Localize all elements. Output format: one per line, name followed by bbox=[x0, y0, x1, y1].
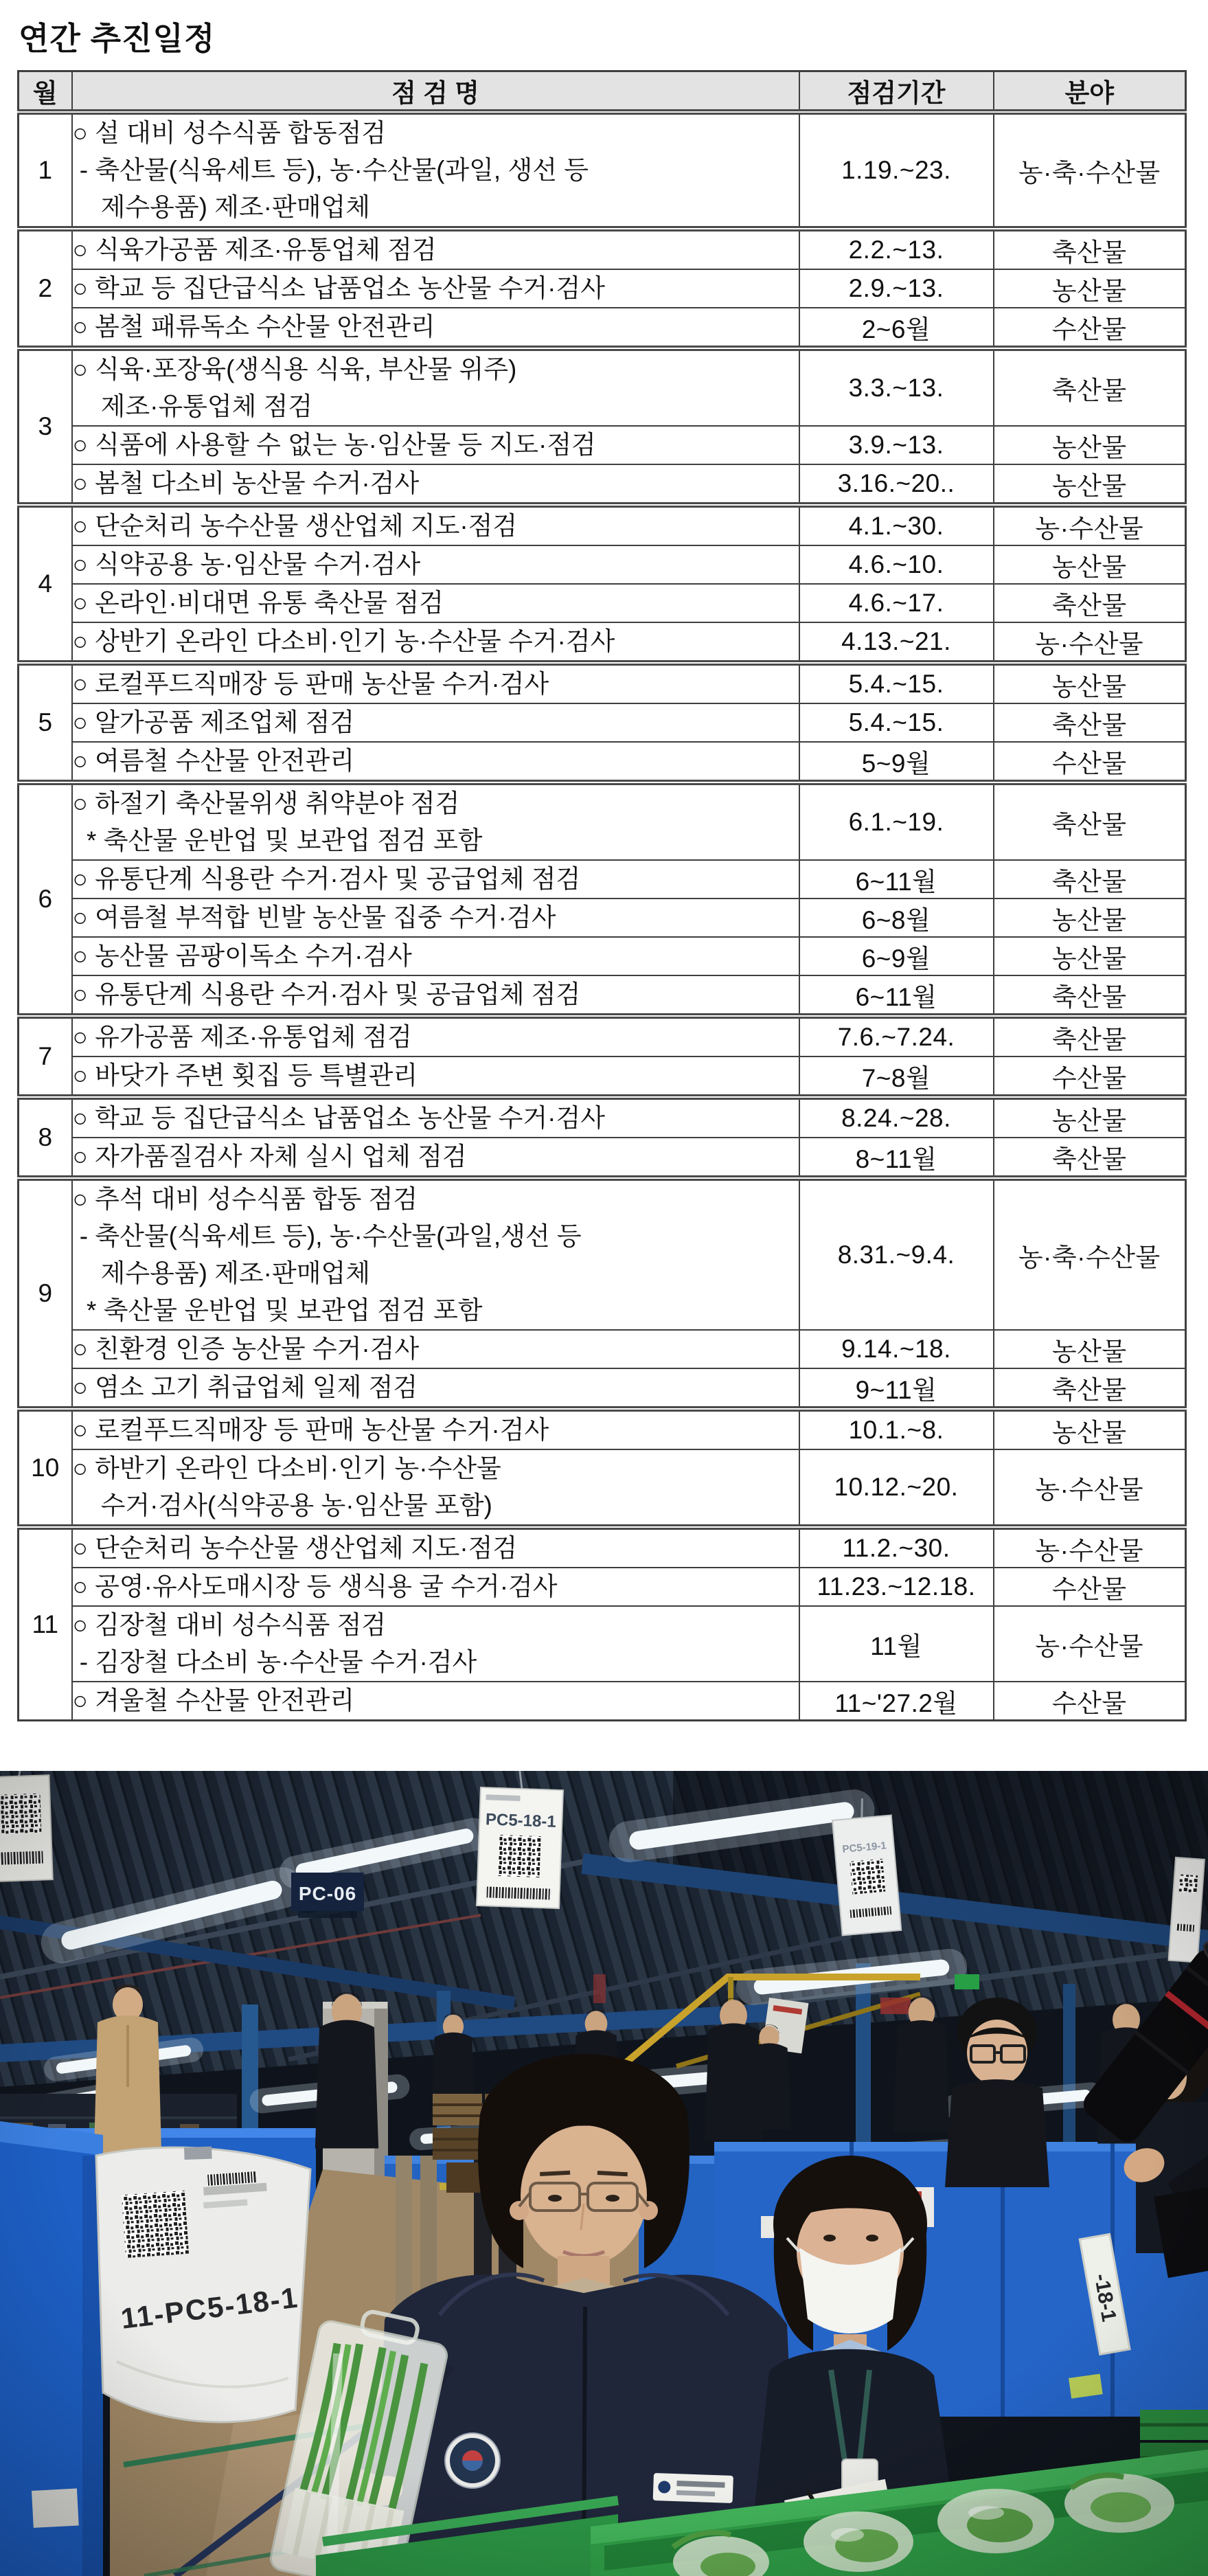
inspection-name-line: ○ 설 대비 성수식품 합동점검 bbox=[72, 119, 387, 147]
inspection-period-cell: 8.24.~28. bbox=[799, 1097, 994, 1138]
inspection-name-cell bbox=[72, 229, 799, 269]
inspection-period-cell: 5.4.~15. bbox=[799, 703, 994, 742]
inspection-name-line: ○ 알가공품 제조업체 점검 bbox=[72, 708, 355, 736]
inspection-name-line: ○ 겨울철 수산물 안전관리 bbox=[72, 1686, 355, 1715]
inspection-field-cell: 농산물 bbox=[994, 464, 1186, 505]
inspection-name-line: ○ 봄철 다소비 농산물 수거·검사 bbox=[72, 469, 420, 497]
schedule-row bbox=[19, 1527, 1186, 1568]
month-cell: 3 bbox=[19, 348, 72, 505]
inspection-field-cell: 축산물 bbox=[994, 860, 1186, 899]
inspection-field-cell: 축산물 bbox=[994, 1016, 1186, 1057]
inspection-name-cell bbox=[72, 937, 799, 975]
month-group-10 bbox=[19, 1409, 1186, 1527]
month-group-2 bbox=[19, 229, 1186, 348]
month-group-7 bbox=[19, 1016, 1186, 1097]
inspection-field-cell: 축산물 bbox=[994, 584, 1186, 622]
inspection-field-cell: 농·축·수산물 bbox=[994, 112, 1186, 229]
inspection-period-cell: 11월 bbox=[799, 1606, 994, 1682]
schedule-row bbox=[19, 1409, 1186, 1449]
month-group-9 bbox=[19, 1178, 1186, 1409]
inspection-field-cell: 농산물 bbox=[994, 899, 1186, 937]
schedule-row bbox=[19, 937, 1186, 975]
inspection-name-cell bbox=[72, 584, 799, 622]
inspection-field-cell: 축산물 bbox=[994, 229, 1186, 269]
inspection-name-cell bbox=[72, 1606, 799, 1682]
inspection-name-line: ○ 로컬푸드직매장 등 판매 농산물 수거·검사 bbox=[72, 670, 549, 698]
inspection-name-cell bbox=[72, 1527, 799, 1568]
inspection-period-cell: 6~11월 bbox=[799, 860, 994, 899]
month-cell: 9 bbox=[19, 1178, 72, 1409]
inspection-name-line: ○ 친환경 인증 농산물 수거·검사 bbox=[72, 1335, 420, 1363]
inspection-photo bbox=[0, 1771, 1208, 2576]
inspection-name-cell bbox=[72, 663, 799, 703]
inspection-name-line: ○ 식약공용 농·임산물 수거·검사 bbox=[72, 550, 421, 578]
inspection-name-cell bbox=[72, 1568, 799, 1606]
month-cell: 6 bbox=[19, 782, 72, 1016]
inspection-name-line: - 김장철 다소비 농·수산물 수거·검사 bbox=[72, 1648, 477, 1676]
inspection-field-cell: 농산물 bbox=[994, 1097, 1186, 1138]
inspection-period-cell: 6~8월 bbox=[799, 899, 994, 937]
inspection-period-cell: 6~11월 bbox=[799, 975, 994, 1016]
inspection-photo-illustration bbox=[0, 1771, 1208, 2576]
inspection-name-cell bbox=[72, 112, 799, 229]
inspection-name-line: ○ 학교 등 집단급식소 납품업소 농산물 수거·검사 bbox=[72, 1104, 605, 1132]
column-header-1: 점 검 명 bbox=[72, 71, 799, 113]
inspection-name-line: ○ 상반기 온라인 다소비·인기 농·수산물 수거·검사 bbox=[72, 627, 615, 655]
inspection-name-cell bbox=[72, 860, 799, 899]
schedule-row bbox=[19, 426, 1186, 464]
inspection-name-line: - 축산물(식육세트 등), 농·수산물(과일,생선 등 bbox=[72, 1222, 582, 1250]
inspection-name-line: ○ 식품에 사용할 수 없는 농·임산물 등 지도·점검 bbox=[72, 431, 596, 459]
schedule-row bbox=[19, 1330, 1186, 1368]
inspection-period-cell: 10.12.~20. bbox=[799, 1449, 994, 1527]
month-group-4 bbox=[19, 505, 1186, 663]
inspection-name-cell bbox=[72, 464, 799, 505]
inspection-name-line: 제수용품) 제조·판매업체 bbox=[72, 1259, 370, 1287]
inspection-period-cell: 4.13.~21. bbox=[799, 622, 994, 663]
inspection-name-cell bbox=[72, 426, 799, 464]
inspection-period-cell: 8~11월 bbox=[799, 1138, 994, 1178]
inspection-name-cell bbox=[72, 1016, 799, 1057]
month-cell: 4 bbox=[19, 505, 72, 663]
schedule-table bbox=[17, 70, 1187, 1721]
inspection-period-cell: 11~'27.2월 bbox=[799, 1682, 994, 1721]
inspection-period-cell: 6.1.~19. bbox=[799, 782, 994, 860]
inspection-period-cell: 10.1.~8. bbox=[799, 1409, 994, 1449]
inspection-period-cell: 4.1.~30. bbox=[799, 505, 994, 545]
inspection-name-line: ○ 단순처리 농수산물 생산업체 지도·점검 bbox=[72, 1534, 518, 1562]
inspection-name-cell bbox=[72, 348, 799, 426]
column-header-2: 점검기간 bbox=[799, 71, 994, 113]
inspection-name-cell bbox=[72, 1138, 799, 1178]
inspection-field-cell: 농산물 bbox=[994, 269, 1186, 308]
inspection-name-cell bbox=[72, 1057, 799, 1097]
schedule-row bbox=[19, 1016, 1186, 1057]
schedule-row bbox=[19, 348, 1186, 426]
inspection-name-line: ○ 추석 대비 성수식품 합동 점검 bbox=[72, 1185, 418, 1213]
schedule-row bbox=[19, 308, 1186, 348]
schedule-row bbox=[19, 1449, 1186, 1527]
inspection-period-cell: 6~9월 bbox=[799, 937, 994, 975]
inspection-name-line: 수거·검사(식약공용 농·임산물 포함) bbox=[72, 1491, 492, 1519]
column-header-0: 월 bbox=[19, 71, 72, 113]
inspection-period-cell: 7.6.~7.24. bbox=[799, 1016, 994, 1057]
inspection-field-cell: 농·축·수산물 bbox=[994, 1178, 1186, 1330]
schedule-row bbox=[19, 1138, 1186, 1178]
month-cell: 11 bbox=[19, 1527, 72, 1721]
photo-vignette bbox=[0, 1771, 1208, 2576]
inspection-name-line: ○ 유통단계 식용란 수거·검사 및 공급업체 점검 bbox=[72, 865, 581, 893]
inspection-name-line: ○ 공영·유사도매시장 등 생식용 굴 수거·검사 bbox=[72, 1572, 558, 1601]
month-cell: 10 bbox=[19, 1409, 72, 1527]
schedule-row bbox=[19, 584, 1186, 622]
inspection-period-cell: 8.31.~9.4. bbox=[799, 1178, 994, 1330]
inspection-field-cell: 축산물 bbox=[994, 348, 1186, 426]
inspection-period-cell: 11.2.~30. bbox=[799, 1527, 994, 1568]
schedule-row bbox=[19, 545, 1186, 584]
inspection-period-cell: 2.9.~13. bbox=[799, 269, 994, 308]
inspection-field-cell: 수산물 bbox=[994, 308, 1186, 348]
schedule-row bbox=[19, 505, 1186, 545]
inspection-name-line: * 축산물 운반업 및 보관업 점검 포함 bbox=[72, 826, 483, 855]
inspection-period-cell: 3.9.~13. bbox=[799, 426, 994, 464]
schedule-row bbox=[19, 464, 1186, 505]
inspection-name-cell bbox=[72, 1409, 799, 1449]
inspection-period-cell: 4.6.~10. bbox=[799, 545, 994, 584]
month-cell: 5 bbox=[19, 663, 72, 782]
inspection-name-cell bbox=[72, 1330, 799, 1368]
inspection-field-cell: 농·수산물 bbox=[994, 1449, 1186, 1527]
inspection-period-cell: 9.14.~18. bbox=[799, 1330, 994, 1368]
schedule-row bbox=[19, 229, 1186, 269]
schedule-row bbox=[19, 622, 1186, 663]
inspection-name-line: ○ 김장철 대비 성수식품 점검 bbox=[72, 1611, 387, 1639]
schedule-row bbox=[19, 975, 1186, 1016]
schedule-row bbox=[19, 112, 1186, 229]
inspection-field-cell: 농산물 bbox=[994, 937, 1186, 975]
inspection-name-line: ○ 자가품질검사 자체 실시 업체 점검 bbox=[72, 1142, 467, 1171]
inspection-name-line: 제조·유통업체 점검 bbox=[72, 392, 313, 420]
inspection-period-cell: 3.16.~20.. bbox=[799, 464, 994, 505]
page-title: 연간 추진일정 bbox=[19, 21, 216, 56]
inspection-name-cell bbox=[72, 1368, 799, 1409]
inspection-name-line: * 축산물 운반업 및 보관업 점검 포함 bbox=[72, 1296, 483, 1324]
inspection-field-cell: 축산물 bbox=[994, 1368, 1186, 1409]
inspection-name-line: ○ 바닷가 주변 횟집 등 특별관리 bbox=[72, 1061, 418, 1089]
inspection-field-cell: 농산물 bbox=[994, 663, 1186, 703]
inspection-name-cell bbox=[72, 1097, 799, 1138]
inspection-name-line: 제수용품) 제조·판매업체 bbox=[72, 193, 370, 221]
schedule-row bbox=[19, 1682, 1186, 1721]
inspection-period-cell: 11.23.~12.18. bbox=[799, 1568, 994, 1606]
inspection-field-cell: 농·수산물 bbox=[994, 1527, 1186, 1568]
schedule-row bbox=[19, 782, 1186, 860]
inspection-name-cell bbox=[72, 505, 799, 545]
inspection-period-cell: 2~6월 bbox=[799, 308, 994, 348]
inspection-field-cell: 수산물 bbox=[994, 1682, 1186, 1721]
inspection-name-line: ○ 염소 고기 취급업체 일제 점검 bbox=[72, 1373, 418, 1401]
month-cell: 2 bbox=[19, 229, 72, 348]
inspection-field-cell: 축산물 bbox=[994, 975, 1186, 1016]
inspection-period-cell: 1.19.~23. bbox=[799, 112, 994, 229]
inspection-field-cell: 농·수산물 bbox=[994, 1606, 1186, 1682]
inspection-name-cell bbox=[72, 742, 799, 782]
schedule-row bbox=[19, 1057, 1186, 1097]
inspection-name-cell bbox=[72, 545, 799, 584]
inspection-field-cell: 수산물 bbox=[994, 1057, 1186, 1097]
schedule-row bbox=[19, 703, 1186, 742]
inspection-name-cell bbox=[72, 308, 799, 348]
month-cell: 1 bbox=[19, 112, 72, 229]
inspection-name-line: ○ 로컬푸드직매장 등 판매 농산물 수거·검사 bbox=[72, 1416, 549, 1444]
inspection-period-cell: 5.4.~15. bbox=[799, 663, 994, 703]
month-cell: 8 bbox=[19, 1097, 72, 1178]
inspection-field-cell: 농산물 bbox=[994, 1409, 1186, 1449]
inspection-period-cell: 5~9월 bbox=[799, 742, 994, 782]
inspection-name-line: ○ 여름철 수산물 안전관리 bbox=[72, 747, 355, 775]
inspection-name-cell bbox=[72, 782, 799, 860]
inspection-field-cell: 축산물 bbox=[994, 703, 1186, 742]
inspection-period-cell: 2.2.~13. bbox=[799, 229, 994, 269]
inspection-name-cell bbox=[72, 899, 799, 937]
inspection-name-cell bbox=[72, 1682, 799, 1721]
inspection-name-line: ○ 여름철 부적합 빈발 농산물 집중 수거·검사 bbox=[72, 903, 556, 931]
inspection-name-cell bbox=[72, 622, 799, 663]
inspection-name-line: - 축산물(식육세트 등), 농·수산물(과일, 생선 등 bbox=[72, 156, 589, 184]
inspection-name-line: ○ 봄철 패류독소 수산물 안전관리 bbox=[72, 313, 435, 341]
schedule-row bbox=[19, 899, 1186, 937]
inspection-period-cell: 7~8월 bbox=[799, 1057, 994, 1097]
schedule-row bbox=[19, 1097, 1186, 1138]
inspection-period-cell: 9~11월 bbox=[799, 1368, 994, 1409]
month-group-8 bbox=[19, 1097, 1186, 1178]
schedule-row bbox=[19, 1178, 1186, 1330]
column-header-3: 분야 bbox=[994, 71, 1186, 113]
inspection-name-line: ○ 학교 등 집단급식소 납품업소 농산물 수거·검사 bbox=[72, 274, 605, 302]
schedule-row bbox=[19, 663, 1186, 703]
month-cell: 7 bbox=[19, 1016, 72, 1097]
schedule-row bbox=[19, 1568, 1186, 1606]
schedule-row bbox=[19, 1606, 1186, 1682]
inspection-field-cell: 수산물 bbox=[994, 742, 1186, 782]
inspection-field-cell: 농산물 bbox=[994, 1330, 1186, 1368]
inspection-field-cell: 농산물 bbox=[994, 426, 1186, 464]
inspection-name-line: ○ 하반기 온라인 다소비·인기 농·수산물 bbox=[72, 1454, 501, 1482]
schedule-row bbox=[19, 742, 1186, 782]
inspection-field-cell: 축산물 bbox=[994, 782, 1186, 860]
header-row bbox=[19, 71, 1186, 113]
inspection-field-cell: 농·수산물 bbox=[994, 505, 1186, 545]
month-group-6 bbox=[19, 782, 1186, 1016]
inspection-name-line: ○ 식육·포장육(생식용 식육, 부산물 위주) bbox=[72, 355, 517, 383]
inspection-name-cell bbox=[72, 703, 799, 742]
inspection-name-line: ○ 식육가공품 제조·유통업체 점검 bbox=[72, 236, 437, 264]
inspection-field-cell: 축산물 bbox=[994, 1138, 1186, 1178]
inspection-field-cell: 농·수산물 bbox=[994, 622, 1186, 663]
inspection-field-cell: 농산물 bbox=[994, 545, 1186, 584]
inspection-name-cell bbox=[72, 975, 799, 1016]
inspection-field-cell: 수산물 bbox=[994, 1568, 1186, 1606]
inspection-name-line: ○ 하절기 축산물위생 취약분야 점검 bbox=[72, 789, 460, 817]
schedule-row bbox=[19, 860, 1186, 899]
month-group-11 bbox=[19, 1527, 1186, 1721]
inspection-name-line: ○ 온라인·비대면 유통 축산물 점검 bbox=[72, 589, 444, 617]
schedule-row bbox=[19, 269, 1186, 308]
inspection-name-line: ○ 농산물 곰팡이독소 수거·검사 bbox=[72, 942, 412, 970]
inspection-period-cell: 3.3.~13. bbox=[799, 348, 994, 426]
month-group-3 bbox=[19, 348, 1186, 505]
inspection-name-line: ○ 유가공품 제조·유통업체 점검 bbox=[72, 1023, 412, 1051]
inspection-name-cell bbox=[72, 1449, 799, 1527]
inspection-name-cell bbox=[72, 1178, 799, 1330]
inspection-period-cell: 4.6.~17. bbox=[799, 584, 994, 622]
inspection-name-cell bbox=[72, 269, 799, 308]
inspection-name-line: ○ 유통단계 식용란 수거·검사 및 공급업체 점검 bbox=[72, 980, 581, 1008]
schedule-row bbox=[19, 1368, 1186, 1409]
month-group-5 bbox=[19, 663, 1186, 782]
month-group-1 bbox=[19, 112, 1186, 229]
inspection-name-line: ○ 단순처리 농수산물 생산업체 지도·점검 bbox=[72, 512, 518, 540]
